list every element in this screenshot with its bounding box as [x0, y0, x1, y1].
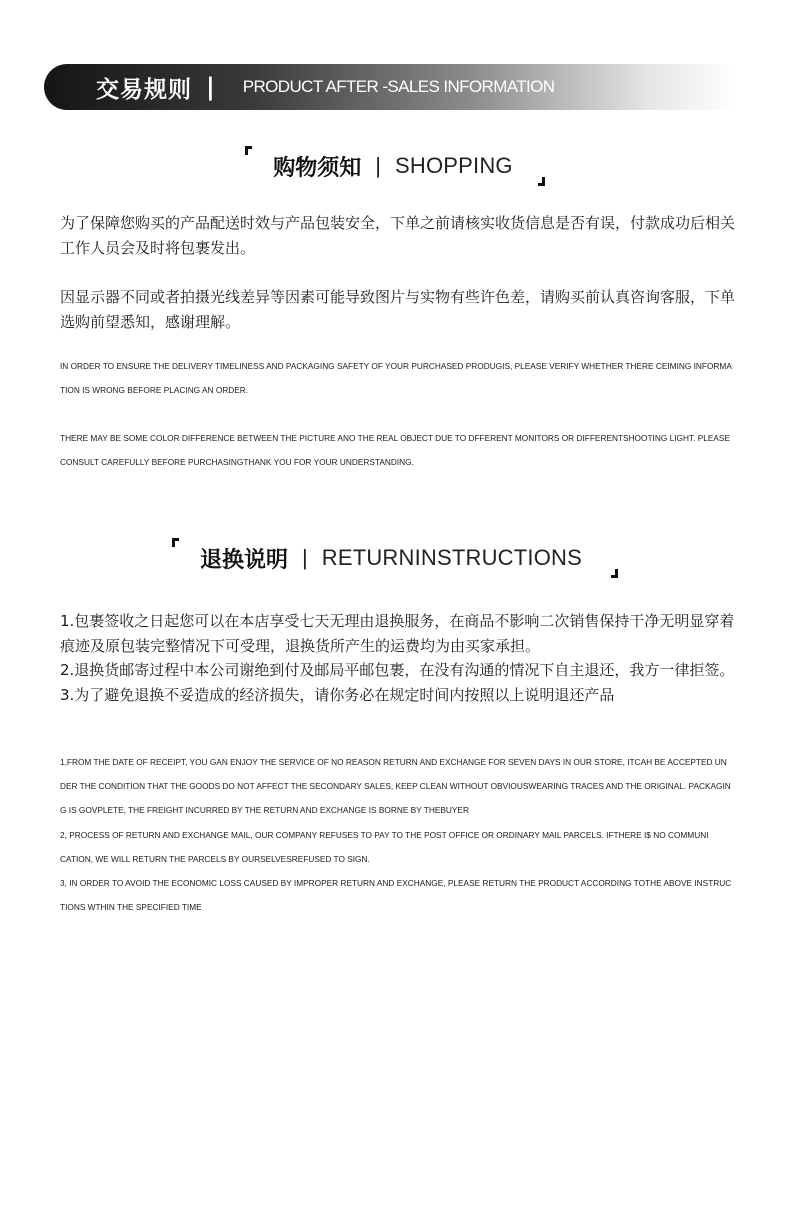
shopping-paragraph-1-cn: 为了保障您购买的产品配送时效与产品包装安全，下单之前请核实收货信息是否有误，付款成功后相关工作人员会及时将包裹发出。	[60, 214, 736, 257]
shopping-title-separator: |	[375, 153, 381, 178]
shopping-title-en: SHOPPING	[395, 153, 513, 178]
shopping-title-cn: 购物须知	[273, 155, 362, 181]
shopping-paragraph-1-en: IN ORDER TO ENSURE THE DELIVERY TIMELINESS AND PACKAGING SAFETY OF YOUR PURCHASED PRODUGIS, PLEASE VERIFY WHETHER THERE CEIMING INFORMATION IS WRONG BEFORE PLACING AN ORDER.	[60, 361, 732, 395]
shopping-paragraph-2-en: THERE MAY BE SOME COLOR DIFFERENCE BETWEEN THE PICTURE ANO THE REAL OBJECT DUE TO DFFERENT MONITORS OR DIFFERENTSHOOTING LIGHT. PLEASE CONSULT CAREFULLY BEFORE PURCHASINGTHANK YOU FOR YOUR UNDERSTANDING.	[60, 433, 730, 467]
list-item: 2, PROCESS OF RETURN AND EXCHANGE MAIL, OUR COMPANY REFUSES TO PAY TO THE POST OFFICE OR ORDINARY MAIL PARCELS. IFTHERE I$ NO COMMUNI	[60, 829, 709, 840]
returns-title-separator: |	[302, 545, 308, 570]
list-item: 2.退换货邮寄过程中本公司谢绝到付及邮局平邮包裹，在没有沟通的情况下自主退还，我方一律拒签。	[60, 661, 735, 679]
corner-bracket-left-icon	[245, 146, 279, 186]
returns-rules-cn	[60, 609, 740, 707]
list-item: 1,FROM THE DATE OF RECEIPT, YOU GAN ENJOY THE SERVICE OF NO REASON RETURN AND EXCHANGE FOR SEVEN DAYS IN OUR STORE, ITCAH BE ACCEPTED UNDER THE CONDITION THAT THE GOODS DO NOT AFFECT THE SECONDARY SALES, KEEP CLEAN WITHOUT OBVIOUSWEARING TRACES AND THE ORIGINAL. PACKAGING IS GOVPLETE, THE FREIGHT INCURRED BY THE RETURN AND EXCHANGE IS BORNE BY THEBUYER	[60, 757, 731, 816]
shopping-paragraph-2-cn: 因显示器不同或者拍摄光线差异等因素可能导致图片与实物有些许色差，请购买前认真咨询客服，下单选购前望悉知，感谢理解。	[60, 288, 736, 331]
returns-title-en: RETURNINSTRUCTIONS	[321, 545, 582, 570]
list-item: CATION, WE WILL RETURN THE PARCELS BY OURSELVESREFUSED TO SIGN.	[60, 853, 370, 864]
returns-section-title	[0, 538, 790, 578]
header-banner	[44, 64, 734, 110]
list-item: 3, IN ORDER TO AVOID THE ECONOMIC LOSS CAUSED BY IMPROPER RETURN AND EXCHANGE, PLEASE RETURN THE PRODUCT ACCORDING TOTHE ABOVE INSTRUCTIONS WTHIN THE SPECIFIED TIME	[60, 878, 732, 913]
header-separator: |	[206, 73, 215, 101]
list-item: 3.为了避免退换不妥造成的经济损失，请你务必在规定时间内按照以上说明退还产品	[60, 685, 615, 704]
header-title-en: PRODUCT AFTER -SALES INFORMATION	[242, 77, 555, 96]
returns-title-cn: 退换说明	[200, 547, 289, 573]
shopping-section-title	[0, 146, 790, 186]
corner-bracket-right-icon	[511, 146, 545, 186]
returns-rules-en	[60, 750, 732, 919]
corner-bracket-left-icon	[172, 538, 206, 578]
header-title-cn: 交易规则	[96, 76, 192, 103]
corner-bracket-right-icon	[584, 538, 618, 578]
list-item: 1.包裹签收之日起您可以在本店享受七天无理由退换服务，在商品不影响二次销售保持干净无明显穿着痕迹及原包装完整情况下可受理，退换货所产生的运费均为由买家承担。	[60, 612, 735, 655]
